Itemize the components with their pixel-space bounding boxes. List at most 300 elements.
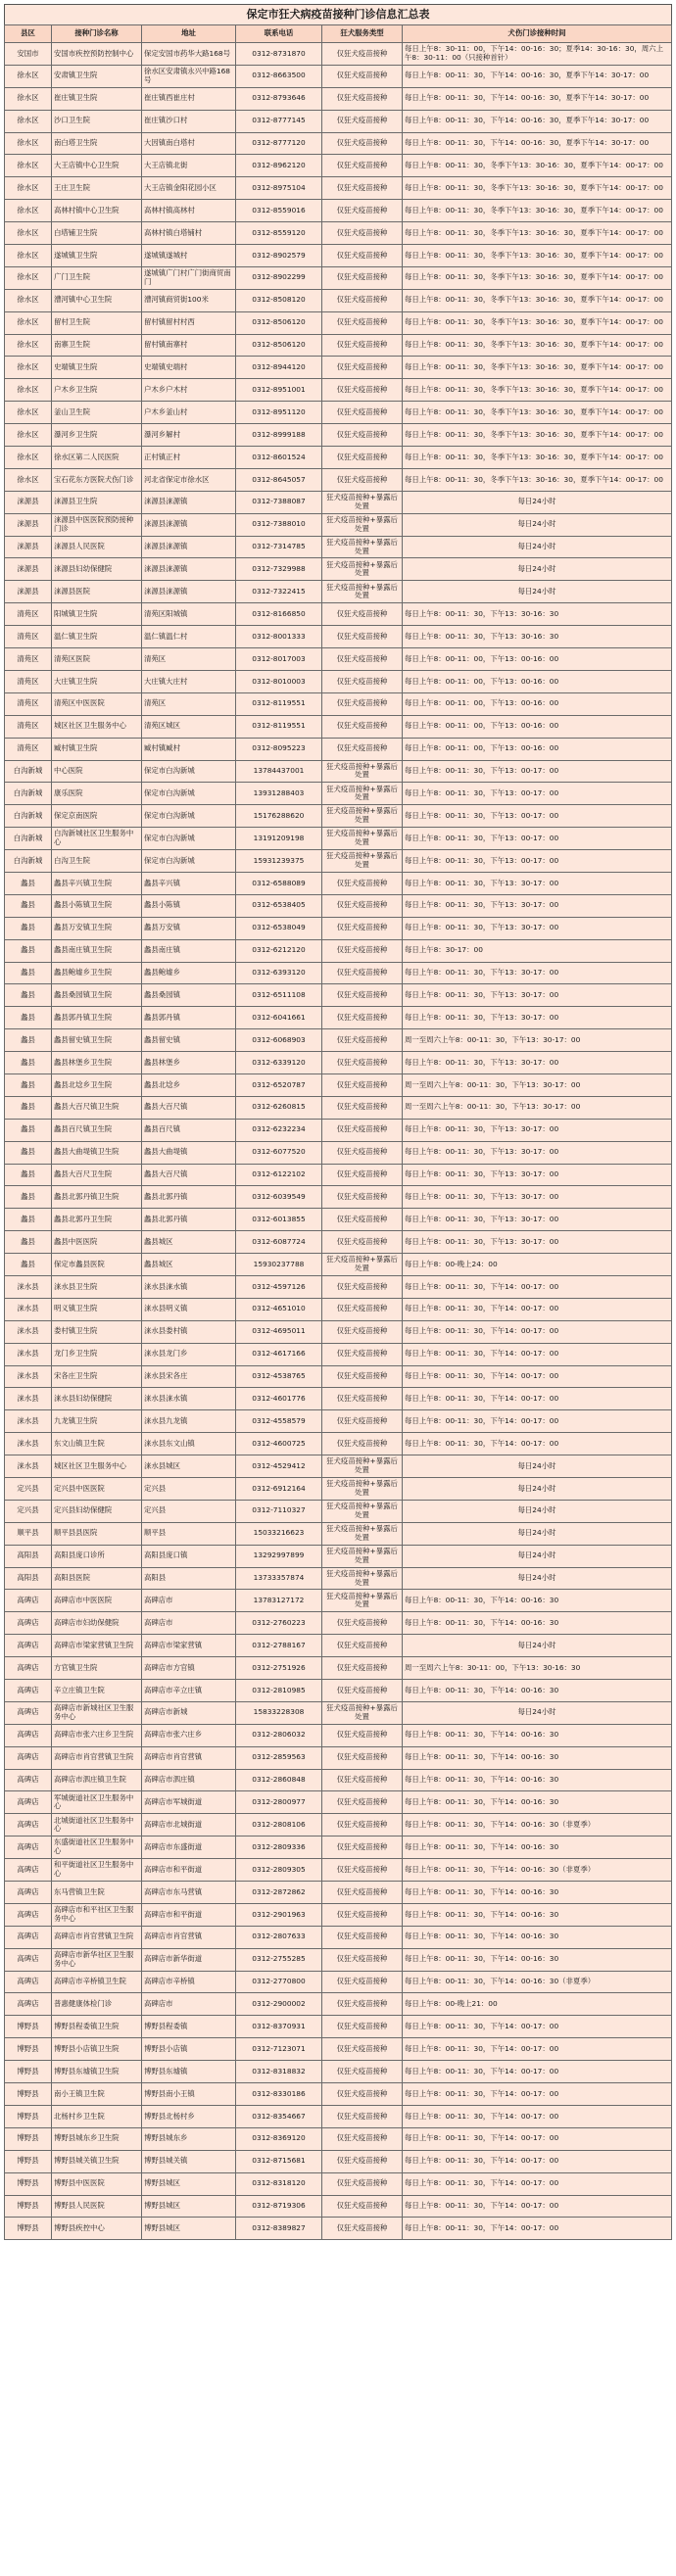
cell-hours: 每日上午8：00-11：30，下午13：30-17：00: [403, 894, 672, 917]
cell-phone: 0312-6538405: [236, 894, 322, 917]
cell-service-type: 仅狂犬疫苗接种: [322, 1388, 403, 1410]
cell-phone: 0312-6393120: [236, 962, 322, 984]
table-row: [5, 2127, 672, 2150]
table-row: [5, 1724, 672, 1746]
cell-service-type: 狂犬疫苗接种+暴露后处置: [322, 828, 403, 850]
cell-address: 高碑店市方官镇: [142, 1657, 236, 1680]
cell-clinic-name: 东文山镇卫生院: [52, 1433, 142, 1455]
cell-address: 高碑店市新城: [142, 1701, 236, 1724]
cell-service-type: 狂犬疫苗接种+暴露后处置: [322, 1478, 403, 1501]
cell-phone: 0312-8951120: [236, 402, 322, 424]
cell-clinic-name: 蠡县百尺镇卫生院: [52, 1119, 142, 1141]
cell-address: 博野县北杨村乡: [142, 2105, 236, 2127]
cell-phone: 0312-8095223: [236, 738, 322, 760]
table-row: [5, 1859, 672, 1882]
cell-address: 高碑店市和平街道: [142, 1903, 236, 1926]
cell-phone: 0312-4529412: [236, 1455, 322, 1478]
cell-clinic-name: 白沟新城社区卫生服务中心: [52, 828, 142, 850]
cell-clinic-name: 白塔铺卫生院: [52, 222, 142, 245]
cell-hours: 每日上午8：00-11：30，下午13：00-17：00: [403, 760, 672, 783]
cell-hours: 每日上午8：00-11：30，下午13：30-17：00: [403, 1231, 672, 1254]
cell-service-type: 狂犬疫苗接种+暴露后处置: [322, 760, 403, 783]
cell-clinic-name: 涞源县医院: [52, 581, 142, 603]
cell-phone: 0312-8719306: [236, 2195, 322, 2218]
cell-hours: 每日上午8：00-11：30，冬季下午13：30-16：30，夏季下午14：00-17：00: [403, 222, 672, 245]
cell-clinic-name: 蠡县北郭丹卫生院: [52, 1209, 142, 1231]
cell-service-type: 仅狂犬疫苗接种: [322, 2127, 403, 2150]
cell-hours: 每日上午8：00-11：30，冬季下午13：30-16：30，夏季下午14：00-17：00: [403, 200, 672, 222]
table-row: [5, 200, 672, 222]
cell-district: 徐水区: [5, 65, 52, 87]
cell-service-type: 仅狂犬疫苗接种: [322, 984, 403, 1007]
cell-hours: 每日24小时: [403, 1522, 672, 1545]
table-row: [5, 1903, 672, 1926]
cell-hours: 每日上午8：00-11：30，冬季下午13：30-16：30，夏季下午14：00-17：00: [403, 311, 672, 334]
cell-district: 高碑店: [5, 1993, 52, 2016]
cell-address: 高碑店市肖官营镇: [142, 1746, 236, 1769]
cell-district: 高碑店: [5, 1903, 52, 1926]
cell-clinic-name: 博野县小店镇卫生院: [52, 2038, 142, 2061]
cell-clinic-name: 博野县人民医院: [52, 2195, 142, 2218]
cell-hours: 每日上午8：00-11：30，下午14：00-16：30: [403, 1791, 672, 1814]
cell-service-type: 仅狂犬疫苗接种: [322, 1903, 403, 1926]
cell-service-type: 狂犬疫苗接种+暴露后处置: [322, 783, 403, 805]
cell-hours: 每日上午8：00-11：30，下午14：00-16：30: [403, 1882, 672, 1904]
cell-clinic-name: 史端镇卫生院: [52, 357, 142, 379]
table-row: [5, 670, 672, 692]
cell-clinic-name: 北杨村乡卫生院: [52, 2105, 142, 2127]
cell-address: 蠡县大百尺镇: [142, 1096, 236, 1119]
cell-district: 高碑店: [5, 1612, 52, 1635]
table-row: [5, 1567, 672, 1590]
cell-hours: 每日上午8：00-11：30，下午14：00-17：00: [403, 1365, 672, 1388]
cell-address: 涞水县涞水镇: [142, 1275, 236, 1298]
cell-phone: 0312-2900002: [236, 1993, 322, 2016]
cell-hours: 每日上午8：00-11：30，下午14：00-17：00: [403, 1410, 672, 1433]
table-row: [5, 1141, 672, 1164]
cell-phone: 0312-8715681: [236, 2150, 322, 2172]
cell-hours: 周一至周六上午8：30-11：00，下午13：30-16：30: [403, 1657, 672, 1680]
cell-service-type: 仅狂犬疫苗接种: [322, 289, 403, 311]
cell-district: 蠡县: [5, 1254, 52, 1276]
cell-hours: 每日上午8：00-晚上24：00: [403, 1254, 672, 1276]
cell-phone: 0312-4558579: [236, 1410, 322, 1433]
table-row: [5, 603, 672, 626]
table-row: [5, 1029, 672, 1052]
cell-clinic-name: 户木乡卫生院: [52, 379, 142, 402]
cell-phone: 0312-8601524: [236, 447, 322, 469]
cell-hours: 每日上午8：00-11：30，冬季下午13：30-16：30，夏季下午14：00-17：00: [403, 289, 672, 311]
cell-district: 高碑店: [5, 1701, 52, 1724]
cell-hours: 每日上午8：00-11：30，下午13：30-16：30: [403, 603, 672, 626]
cell-phone: 0312-8559120: [236, 222, 322, 245]
cell-hours: 每日上午8：00-11：30，下午14：00-17：00: [403, 1275, 672, 1298]
cell-clinic-name: 九龙镇卫生院: [52, 1410, 142, 1433]
cell-hours: 每日上午8：00-11：30，冬季下午13：30-16：30，夏季下午14：00-17：00: [403, 468, 672, 491]
table-row: [5, 110, 672, 132]
cell-district: 涞源县: [5, 536, 52, 558]
cell-address: 博野县小店镇: [142, 2038, 236, 2061]
cell-service-type: 仅狂犬疫苗接种: [322, 2218, 403, 2240]
cell-hours: 每日上午8：00-11：30，下午14：00-17：00: [403, 2127, 672, 2150]
cell-clinic-name: 娄村镇卫生院: [52, 1320, 142, 1343]
cell-clinic-name: 东马营镇卫生院: [52, 1882, 142, 1904]
table-row: [5, 43, 672, 66]
cell-service-type: 狂犬疫苗接种+暴露后处置: [322, 805, 403, 828]
cell-district: 蠡县: [5, 984, 52, 1007]
cell-phone: 0312-8166850: [236, 603, 322, 626]
cell-address: 涞水县东文山镇: [142, 1433, 236, 1455]
cell-district: 蠡县: [5, 939, 52, 962]
cell-district: 涞源县: [5, 491, 52, 513]
cell-service-type: 仅狂犬疫苗接种: [322, 2016, 403, 2038]
cell-clinic-name: 大王店镇中心卫生院: [52, 155, 142, 177]
cell-address: 蠡县辛兴镇: [142, 872, 236, 894]
cell-address: 高碑店市辛立庄镇: [142, 1680, 236, 1702]
cell-service-type: 仅狂犬疫苗接种: [322, 2083, 403, 2106]
cell-service-type: 仅狂犬疫苗接种: [322, 1164, 403, 1186]
cell-hours: 每日上午8：00-11：30，下午14：00-17：00: [403, 2105, 672, 2127]
cell-phone: 0312-7322415: [236, 581, 322, 603]
cell-clinic-name: 蠡县中医医院: [52, 1231, 142, 1254]
cell-phone: 0312-2807633: [236, 1926, 322, 1948]
table-row: [5, 1500, 672, 1522]
cell-address: 河北省保定市徐水区: [142, 468, 236, 491]
table-row: [5, 357, 672, 379]
cell-hours: 每日上午8：00-11：30，下午14：00-16：30，夏季下午14：30-17：00: [403, 65, 672, 87]
cell-hours: 每日上午8：00-11：30，冬季下午13：30-16：30，夏季下午14：00-17：00: [403, 177, 672, 200]
table-row: [5, 491, 672, 513]
cell-district: 徐水区: [5, 468, 52, 491]
cell-clinic-name: 高碑店市新城社区卫生服务中心: [52, 1701, 142, 1724]
table-row: [5, 2172, 672, 2195]
cell-service-type: 仅狂犬疫苗接种: [322, 1724, 403, 1746]
cell-service-type: 仅狂犬疫苗接种: [322, 1365, 403, 1388]
cell-district: 高碑店: [5, 1590, 52, 1612]
cell-phone: 0312-2809305: [236, 1859, 322, 1882]
cell-hours: 每日上午8：00-11：30，下午14：00-16：30: [403, 1769, 672, 1791]
cell-clinic-name: 龙门乡卫生院: [52, 1343, 142, 1365]
cell-clinic-name: 南白塔卫生院: [52, 132, 142, 155]
cell-clinic-name: 涞源县中医医院预防接种门诊: [52, 513, 142, 536]
cell-hours: 每日上午8：30-17：00: [403, 939, 672, 962]
cell-clinic-name: 涞源县卫生院: [52, 491, 142, 513]
cell-hours: 每日上午8：00-11：30，下午13：30-17：00: [403, 1141, 672, 1164]
cell-service-type: 仅狂犬疫苗接种: [322, 1993, 403, 2016]
cell-address: 留村镇留村村西: [142, 311, 236, 334]
cell-address: 高林村镇高林村: [142, 200, 236, 222]
cell-service-type: 仅狂犬疫苗接种: [322, 87, 403, 110]
cell-district: 涞水县: [5, 1343, 52, 1365]
table-row: [5, 648, 672, 671]
cell-phone: 0312-7110327: [236, 1500, 322, 1522]
cell-district: 蠡县: [5, 1141, 52, 1164]
cell-phone: 13784437001: [236, 760, 322, 783]
cell-service-type: 仅狂犬疫苗接种: [322, 1769, 403, 1791]
table-row: [5, 513, 672, 536]
cell-phone: 0312-2872862: [236, 1882, 322, 1904]
cell-service-type: 仅狂犬疫苗接种: [322, 357, 403, 379]
cell-clinic-name: 宝石花东方医院犬伤门诊: [52, 468, 142, 491]
cell-address: 高碑店市军城街道: [142, 1791, 236, 1814]
cell-clinic-name: 徐水区第二人民医院: [52, 447, 142, 469]
cell-address: 大因镇南白塔村: [142, 132, 236, 155]
cell-hours: 每日24小时: [403, 558, 672, 581]
cell-phone: 0312-4597126: [236, 1275, 322, 1298]
header-district: 县区: [5, 25, 52, 43]
cell-clinic-name: 蠡县北郭丹镇卫生院: [52, 1186, 142, 1209]
table-row: [5, 2061, 672, 2083]
cell-district: 蠡县: [5, 1052, 52, 1074]
cell-address: 定兴县: [142, 1478, 236, 1501]
cell-district: 安国市: [5, 43, 52, 66]
cell-district: 徐水区: [5, 87, 52, 110]
table-row: [5, 1388, 672, 1410]
cell-clinic-name: 温仁镇卫生院: [52, 626, 142, 648]
cell-address: 高碑店市泗庄镇: [142, 1769, 236, 1791]
cell-phone: 0312-6041661: [236, 1007, 322, 1029]
cell-service-type: 仅狂犬疫苗接种: [322, 1298, 403, 1320]
table-row: [5, 1545, 672, 1567]
cell-clinic-name: 南小王镇卫生院: [52, 2083, 142, 2106]
cell-hours: 每日上午8：00-11：30，下午13：30-17：00: [403, 1119, 672, 1141]
cell-address: 高碑店市东盛街道: [142, 1837, 236, 1859]
cell-service-type: 仅狂犬疫苗接种: [322, 872, 403, 894]
cell-district: 高碑店: [5, 1948, 52, 1971]
cell-address: 留村镇南寨村: [142, 334, 236, 357]
table-row: [5, 1209, 672, 1231]
cell-district: 涞水县: [5, 1388, 52, 1410]
cell-clinic-name: 高碑店市肖官营镇卫生院: [52, 1746, 142, 1769]
cell-phone: 0312-8731870: [236, 43, 322, 66]
table-row: [5, 1298, 672, 1320]
table-row: [5, 447, 672, 469]
cell-service-type: 仅狂犬疫苗接种: [322, 603, 403, 626]
table-row: [5, 379, 672, 402]
cell-district: 徐水区: [5, 155, 52, 177]
cell-address: 蠡县郭丹镇: [142, 1007, 236, 1029]
table-row: [5, 558, 672, 581]
cell-address: 涞源县涞源镇: [142, 581, 236, 603]
cell-hours: 每日上午8：00-11：30，下午14：00-16：30，夏季下午14：30-17：00: [403, 110, 672, 132]
cell-address: 正村镇正村: [142, 447, 236, 469]
cell-phone: 0312-2809336: [236, 1837, 322, 1859]
cell-district: 蠡县: [5, 1073, 52, 1096]
cell-service-type: 仅狂犬疫苗接种: [322, 1275, 403, 1298]
cell-service-type: 狂犬疫苗接种+暴露后处置: [322, 1545, 403, 1567]
cell-clinic-name: 大庄镇卫生院: [52, 670, 142, 692]
cell-phone: 0312-8506120: [236, 311, 322, 334]
cell-service-type: 仅狂犬疫苗接种: [322, 1433, 403, 1455]
cell-address: 高碑店市北城街道: [142, 1814, 236, 1837]
cell-hours: 每日上午8：00-11：30，下午13：00-17：00: [403, 828, 672, 850]
cell-phone: 0312-8370931: [236, 2016, 322, 2038]
cell-address: 徐水区安肃镇永兴中路168号: [142, 65, 236, 87]
cell-clinic-name: 阳城镇卫生院: [52, 603, 142, 626]
header-phone: 联系电话: [236, 25, 322, 43]
cell-service-type: 仅狂犬疫苗接种: [322, 200, 403, 222]
cell-district: 涞水县: [5, 1320, 52, 1343]
cell-phone: 0312-6232234: [236, 1119, 322, 1141]
cell-district: 涞水县: [5, 1365, 52, 1388]
cell-clinic-name: 明义镇卫生院: [52, 1298, 142, 1320]
cell-hours: 每日上午8：00-11：30，下午14：00-16：30: [403, 1837, 672, 1859]
cell-clinic-name: 涞源县人民医院: [52, 536, 142, 558]
cell-clinic-name: 蠡县南庄镇卫生院: [52, 939, 142, 962]
cell-district: 涞源县: [5, 513, 52, 536]
cell-hours: 每日上午8：00-11：00，下午13：00-16：00: [403, 648, 672, 671]
cell-hours: 每日上午8：00-11：30，下午14：00-16：30，夏季下午14：30-17：00: [403, 132, 672, 155]
cell-service-type: 仅狂犬疫苗接种: [322, 1926, 403, 1948]
cell-clinic-name: 普惠健康体检门诊: [52, 1993, 142, 2016]
cell-service-type: 仅狂犬疫苗接种: [322, 692, 403, 715]
cell-address: 漕河镇商贸街100米: [142, 289, 236, 311]
cell-service-type: 仅狂犬疫苗接种: [322, 245, 403, 267]
cell-clinic-name: 涞源县妇幼保健院: [52, 558, 142, 581]
cell-district: 白沟新城: [5, 760, 52, 783]
cell-address: 蠡县城区: [142, 1254, 236, 1276]
cell-address: 臧村镇臧村: [142, 738, 236, 760]
cell-district: 顺平县: [5, 1522, 52, 1545]
table-row: [5, 424, 672, 447]
cell-service-type: 仅狂犬疫苗接种: [322, 1029, 403, 1052]
cell-phone: 0312-8010003: [236, 670, 322, 692]
cell-service-type: 仅狂犬疫苗接种: [322, 2172, 403, 2195]
table-row: [5, 177, 672, 200]
cell-clinic-name: 遂城镇卫生院: [52, 245, 142, 267]
cell-address: 大王店镇金阳花园小区: [142, 177, 236, 200]
cell-address: 瀑河乡解村: [142, 424, 236, 447]
table-row: [5, 1971, 672, 1993]
cell-clinic-name: 顺平县县医院: [52, 1522, 142, 1545]
cell-district: 徐水区: [5, 222, 52, 245]
cell-phone: 0312-2901963: [236, 1903, 322, 1926]
cell-service-type: 仅狂犬疫苗接种: [322, 266, 403, 289]
cell-service-type: 仅狂犬疫苗接种: [322, 1073, 403, 1096]
table-row: [5, 289, 672, 311]
cell-clinic-name: 蠡县北埝乡卫生院: [52, 1073, 142, 1096]
cell-service-type: 仅狂犬疫苗接种: [322, 1657, 403, 1680]
cell-hours: 每日24小时: [403, 1500, 672, 1522]
cell-phone: 0312-4600725: [236, 1433, 322, 1455]
cell-district: 蠡县: [5, 1096, 52, 1119]
cell-phone: 0312-6520787: [236, 1073, 322, 1096]
cell-clinic-name: 臧村镇卫生院: [52, 738, 142, 760]
cell-hours: 每日上午8：00-11：30，下午13：30-17：00: [403, 1007, 672, 1029]
cell-service-type: 仅狂犬疫苗接种: [322, 65, 403, 87]
cell-phone: 0312-8951001: [236, 379, 322, 402]
cell-hours: 每日上午8：00-11：30，下午14：00-17：00: [403, 1320, 672, 1343]
cell-address: 涞水县娄村镇: [142, 1320, 236, 1343]
cell-clinic-name: 安肃镇卫生院: [52, 65, 142, 87]
cell-service-type: 狂犬疫苗接种+暴露后处置: [322, 1701, 403, 1724]
table-row: [5, 1275, 672, 1298]
cell-hours: 每日上午8：00-11：30，下午14：00-16：30: [403, 1926, 672, 1948]
table-row: [5, 1612, 672, 1635]
cell-address: 遂城镇广门村广门街商贸南门: [142, 266, 236, 289]
cell-phone: 0312-4651010: [236, 1298, 322, 1320]
cell-clinic-name: 定兴县中医医院: [52, 1478, 142, 1501]
cell-hours: 每日上午8：00-晚上21：00: [403, 1993, 672, 2016]
cell-phone: 0312-8506120: [236, 334, 322, 357]
cell-service-type: 狂犬疫苗接种+暴露后处置: [322, 581, 403, 603]
cell-clinic-name: 北城街道社区卫生服务中心: [52, 1814, 142, 1837]
cell-hours: 每日上午8：00-11：30，冬季下午13：30-16：30，夏季下午14：00-17：00: [403, 357, 672, 379]
cell-service-type: 仅狂犬疫苗接种: [322, 1612, 403, 1635]
cell-address: 蠡县北埝乡: [142, 1073, 236, 1096]
table-row: [5, 1993, 672, 2016]
cell-service-type: 仅狂犬疫苗接种: [322, 715, 403, 738]
cell-hours: 每日上午8：00-11：00，下午13：00-16：00: [403, 738, 672, 760]
table-row: [5, 984, 672, 1007]
cell-district: 蠡县: [5, 1186, 52, 1209]
cell-clinic-name: 博野县疾控中心: [52, 2218, 142, 2240]
cell-service-type: 狂犬疫苗接种+暴露后处置: [322, 1590, 403, 1612]
cell-service-type: 仅狂犬疫苗接种: [322, 1837, 403, 1859]
cell-address: 博野县程委镇: [142, 2016, 236, 2038]
table-row: [5, 939, 672, 962]
table-row: [5, 1657, 672, 1680]
cell-address: 保定市白沟新城: [142, 828, 236, 850]
cell-service-type: 仅狂犬疫苗接种: [322, 670, 403, 692]
cell-clinic-name: 高碑店市肖官营镇卫生院: [52, 1926, 142, 1948]
cell-district: 蠡县: [5, 894, 52, 917]
cell-address: 保定安国市药华大路168号: [142, 43, 236, 66]
cell-district: 高碑店: [5, 1837, 52, 1859]
cell-clinic-name: 蠡县万安镇卫生院: [52, 917, 142, 939]
cell-address: 蠡县城区: [142, 1231, 236, 1254]
cell-hours: 每日上午8：00-11：00，下午13：00-16：00: [403, 670, 672, 692]
cell-service-type: 仅狂犬疫苗接种: [322, 402, 403, 424]
cell-district: 博野县: [5, 2061, 52, 2083]
cell-address: 清苑区: [142, 692, 236, 715]
cell-hours: 每日上午8：00-11：30，下午14：00-17：00: [403, 2150, 672, 2172]
cell-service-type: 仅狂犬疫苗接种: [322, 43, 403, 66]
cell-hours: 每日24小时: [403, 491, 672, 513]
cell-address: 蠡县万安镇: [142, 917, 236, 939]
cell-hours: 每日上午8：00-11：30，下午14：00-16：30（非夏季）: [403, 1814, 672, 1837]
table-row: [5, 2218, 672, 2240]
table-row: [5, 692, 672, 715]
cell-address: 博野县城区: [142, 2172, 236, 2195]
cell-clinic-name: 王庄卫生院: [52, 177, 142, 200]
cell-address: 高碑店市: [142, 1612, 236, 1635]
cell-hours: 每日24小时: [403, 513, 672, 536]
table-row: [5, 1164, 672, 1186]
cell-service-type: 仅狂犬疫苗接种: [322, 1052, 403, 1074]
table-row: [5, 2105, 672, 2127]
cell-district: 徐水区: [5, 379, 52, 402]
cell-hours: 每日24小时: [403, 536, 672, 558]
cell-service-type: 仅狂犬疫苗接种: [322, 2038, 403, 2061]
cell-district: 高碑店: [5, 1791, 52, 1814]
cell-clinic-name: 宋各庄卫生院: [52, 1365, 142, 1388]
table-row: [5, 468, 672, 491]
cell-phone: 0312-6588089: [236, 872, 322, 894]
cell-clinic-name: 高碑店市泗庄镇卫生院: [52, 1769, 142, 1791]
cell-phone: 0312-2810985: [236, 1680, 322, 1702]
cell-hours: 每日上午8：00-11：30，下午13：30-17：00: [403, 917, 672, 939]
table-row: [5, 2150, 672, 2172]
cell-service-type: 仅狂犬疫苗接种: [322, 2195, 403, 2218]
cell-district: 清苑区: [5, 715, 52, 738]
cell-service-type: 仅狂犬疫苗接种: [322, 1635, 403, 1657]
cell-phone: 0312-8369120: [236, 2127, 322, 2150]
cell-service-type: 仅狂犬疫苗接种: [322, 311, 403, 334]
table-row: [5, 738, 672, 760]
cell-district: 清苑区: [5, 603, 52, 626]
cell-district: 蠡县: [5, 1007, 52, 1029]
